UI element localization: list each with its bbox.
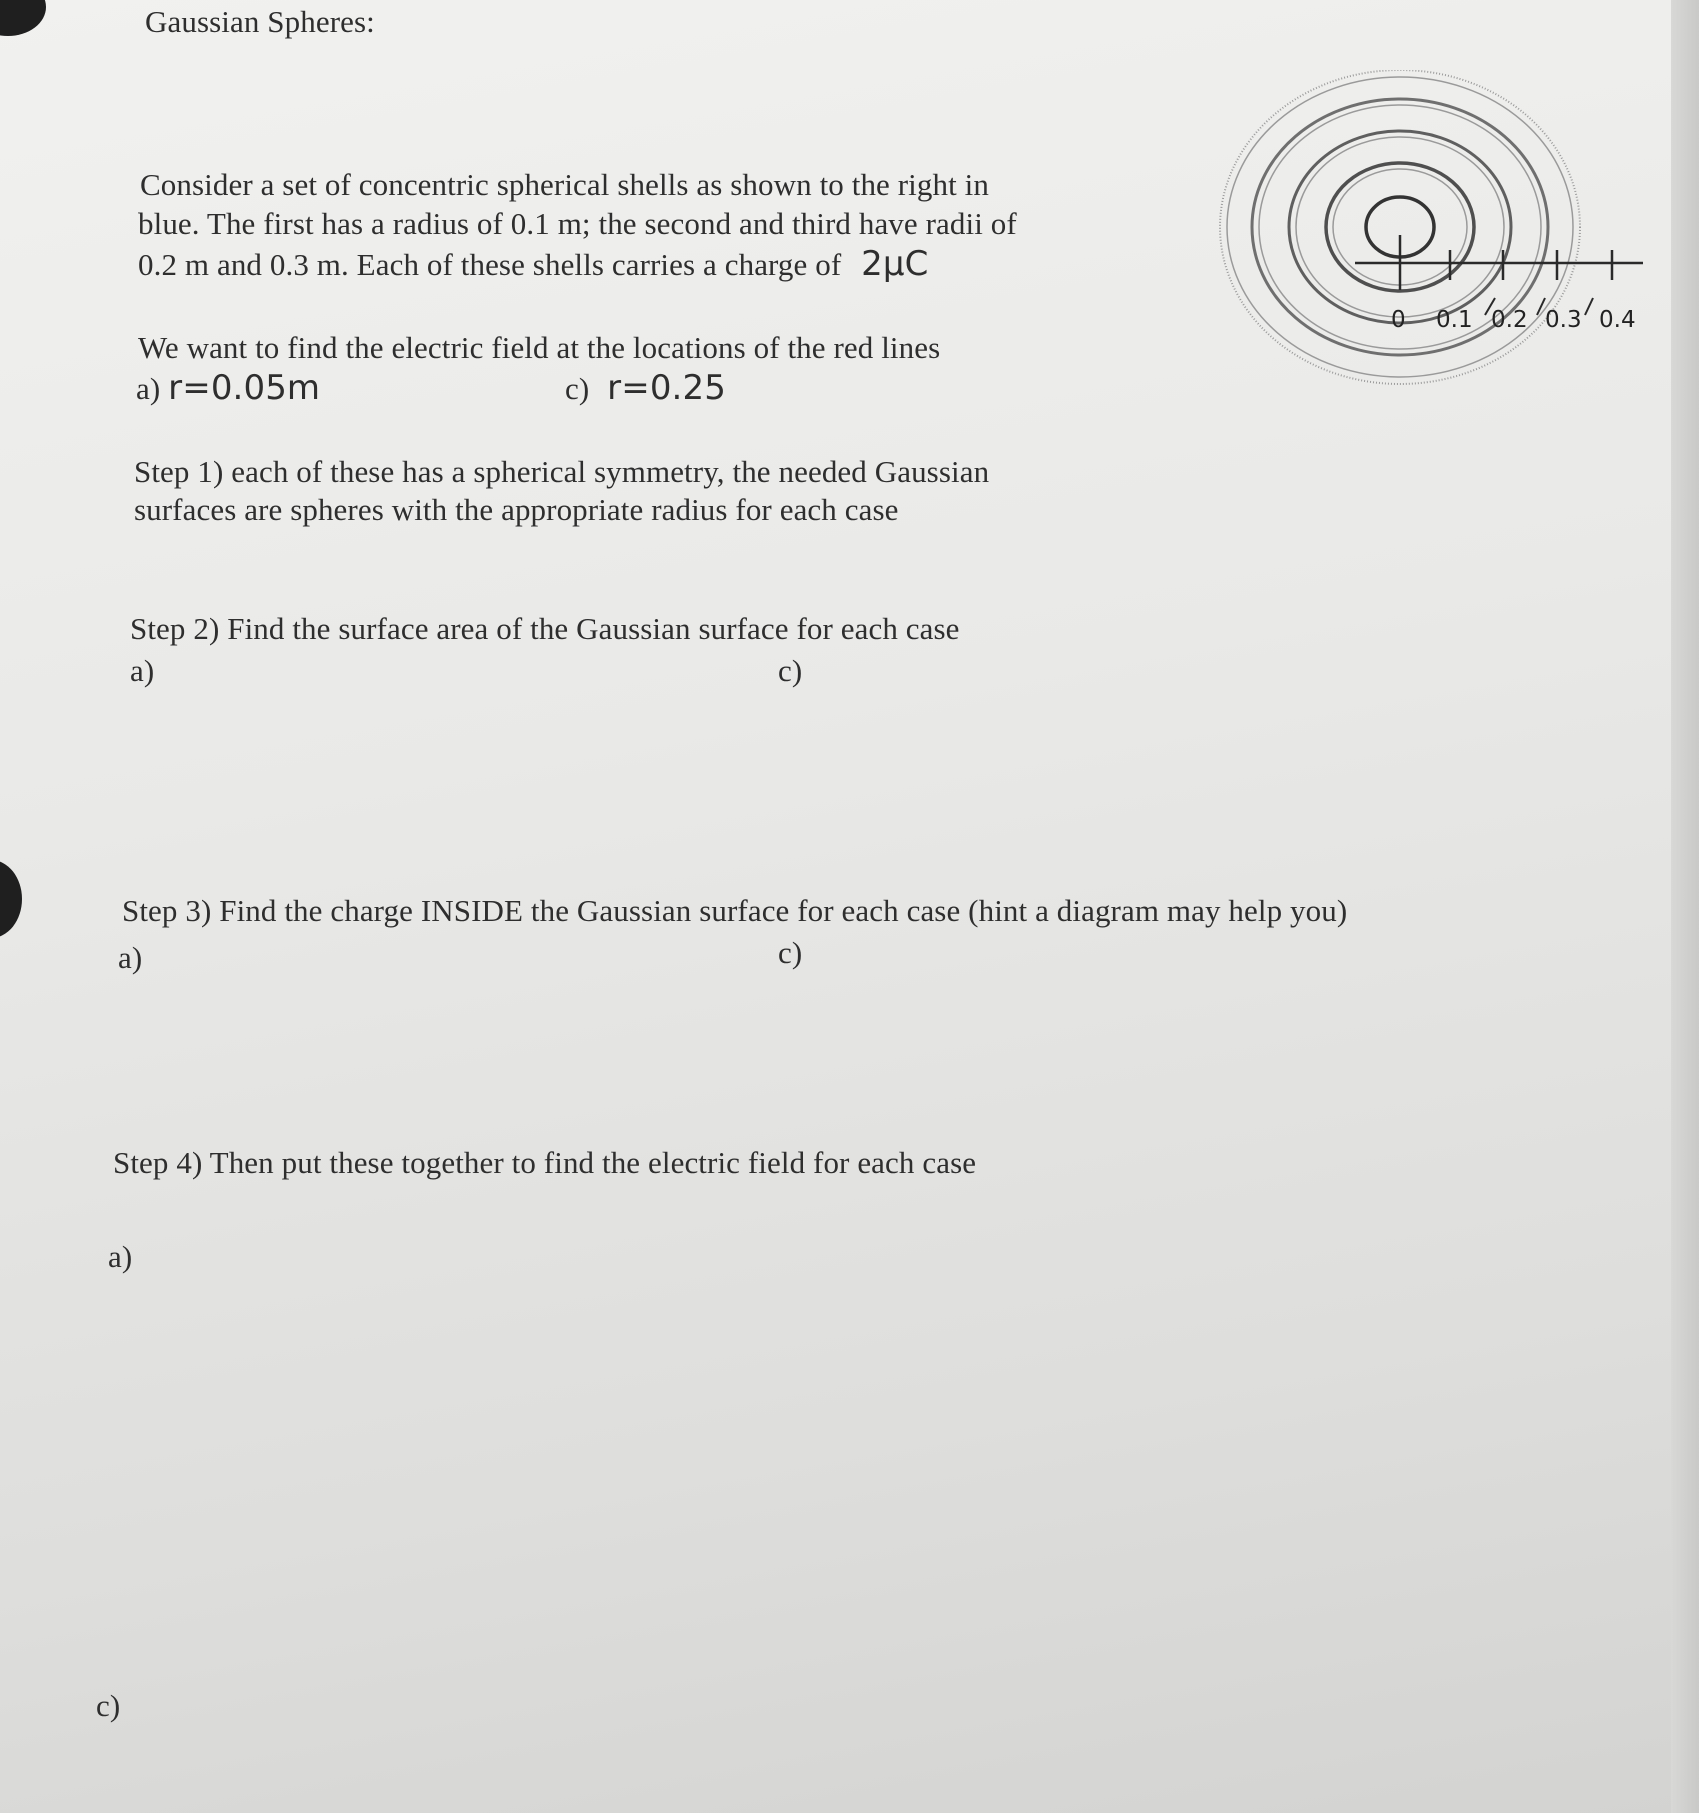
concentric-shells-diagram (1195, 70, 1665, 460)
case-c-label: c) (565, 371, 590, 406)
intro-line-3 (138, 244, 928, 285)
tick-label-0-1: 0.1 (1436, 307, 1473, 333)
step2-answer-a: a) (130, 653, 155, 688)
step4-answer-a: a) (108, 1239, 133, 1274)
step3-line: Step 3) Find the charge INSIDE the Gaussian surface for each case (hint a diagram may help you) (122, 893, 1348, 928)
page-title: Gaussian Spheres: (145, 4, 375, 39)
tick-label-0-3: 0.3 (1545, 307, 1582, 333)
intro-line-3-text: 0.2 m and 0.3 m. Each of these shells carries a charge of (138, 247, 842, 282)
step2-line: Step 2) Find the surface area of the Gaussian surface for each case (130, 611, 960, 646)
red-line-marker-d (1585, 298, 1593, 315)
question-line: We want to find the electric field at the locations of the red lines (138, 330, 941, 365)
charge-value: 2μC (861, 244, 929, 284)
tick-label-0-4: 0.4 (1599, 307, 1636, 333)
step4-answer-c: c) (96, 1688, 121, 1723)
step1-line-2: surfaces are spheres with the appropriate radius for each case (134, 492, 899, 527)
question-case-c (565, 368, 726, 409)
shell-2 (1289, 131, 1511, 323)
outer-guide-circle (1220, 70, 1580, 384)
step2-answer-c: c) (778, 653, 803, 688)
question-case-a (136, 368, 320, 409)
case-c-radius: r=0.25 (607, 368, 726, 408)
case-a-radius: r=0.05m (168, 368, 321, 408)
intro-line-2: blue. The first has a radius of 0.1 m; the second and third have radii of (138, 206, 1017, 241)
step4-line: Step 4) Then put these together to find the electric field for each case (113, 1145, 977, 1180)
tick-label-0-2: 0.2 (1491, 307, 1528, 333)
step3-answer-c: c) (778, 935, 803, 970)
intro-line-1: Consider a set of concentric spherical shells as shown to the right in (140, 167, 989, 202)
page-edge (1671, 0, 1699, 1813)
step3-answer-a: a) (118, 940, 143, 975)
step1-line-1: Step 1) each of these has a spherical symmetry, the needed Gaussian (134, 454, 990, 489)
tick-label-0: 0 (1391, 307, 1406, 333)
case-a-label: a) (136, 371, 161, 406)
red-line-marker-c (1537, 298, 1545, 315)
